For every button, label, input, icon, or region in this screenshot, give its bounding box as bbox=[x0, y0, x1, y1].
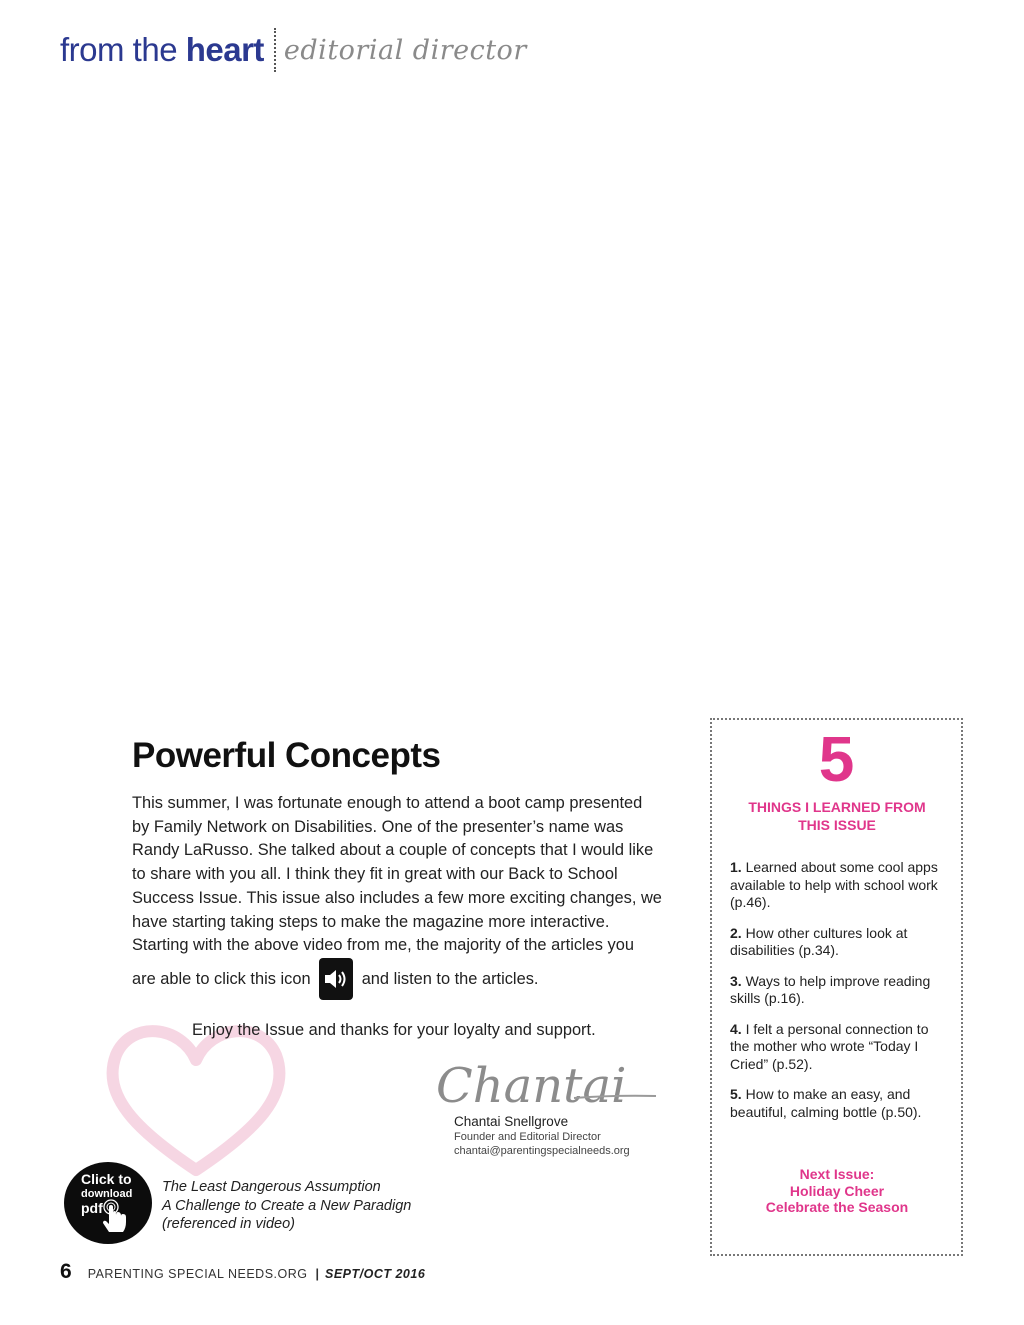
article-body bbox=[132, 792, 662, 1000]
issue-date: SEPT/OCT 2016 bbox=[324, 1267, 426, 1281]
hand-pointer-icon bbox=[100, 1198, 130, 1238]
list-item-text: Ways to help improve reading skills (p.16). bbox=[730, 972, 931, 1006]
header-divider bbox=[274, 28, 276, 72]
download-label-2: download bbox=[81, 1188, 133, 1200]
list-item-text: How to make an easy, and beautiful, calming bottle (p.50). bbox=[730, 1086, 922, 1120]
list-item-number: 4. bbox=[730, 1020, 742, 1037]
signature-image bbox=[434, 1050, 659, 1112]
article-body-text-end: and listen to the articles. bbox=[361, 969, 539, 988]
list-item-text: How other cultures look at disabilities (p.34). bbox=[730, 924, 908, 958]
next-issue-line-1: Holiday Cheer bbox=[789, 1182, 885, 1199]
list-item bbox=[730, 859, 950, 912]
sidebar-number: 5 bbox=[818, 723, 855, 795]
page-footer bbox=[60, 1260, 425, 1284]
video-reference bbox=[162, 1178, 411, 1234]
reference-line-3: (referenced in video) bbox=[162, 1216, 295, 1232]
next-issue-label: Next Issue: bbox=[799, 1166, 875, 1182]
sidebar-heading bbox=[712, 798, 962, 834]
publication-name: PARENTING SPECIAL NEEDS.ORG bbox=[87, 1267, 308, 1281]
reference-line-2: A Challenge to Create a New Paradign bbox=[162, 1197, 412, 1214]
article-title: Powerful Concepts bbox=[132, 736, 441, 775]
sidebar-heading-line-2: THIS ISSUE bbox=[798, 817, 876, 833]
brand-part1: from the bbox=[60, 31, 178, 68]
brand-title bbox=[60, 31, 264, 69]
signature-text: Chantai bbox=[436, 1058, 627, 1112]
list-item-number: 2. bbox=[730, 924, 742, 941]
list-item bbox=[730, 1021, 950, 1074]
list-item-number: 3. bbox=[730, 972, 742, 989]
page-header bbox=[60, 28, 527, 72]
signer-role: Founder and Editorial Director bbox=[454, 1131, 601, 1143]
section-label: editorial director bbox=[283, 34, 527, 66]
download-label-1: Click to bbox=[81, 1171, 132, 1187]
brand-part2: heart bbox=[185, 31, 264, 68]
learned-list bbox=[730, 859, 950, 1134]
sidebar-heading-line-1: THINGS I LEARNED FROM bbox=[748, 799, 926, 815]
list-item bbox=[730, 973, 950, 1008]
signer-email[interactable]: chantai@parentingspecialneeds.org bbox=[454, 1145, 630, 1157]
list-item bbox=[730, 925, 950, 960]
signer-name: Chantai Snellgrove bbox=[454, 1114, 569, 1129]
article-body-text: This summer, I was fortunate enough to attend a boot camp presented by Family Network on Disabilities. One of the presenter’s name was Randy LaRusso. She talked about a couple of concepts that I would like to share with you all. I think they fit in great with our Back to School Success Issue. This issue also includes a few more exciting changes, we have starting taking steps to make the magazine more interactive. Starting with the above video from me, the majority of the articles you are able to click this icon bbox=[132, 794, 662, 988]
list-item-text: I felt a personal connection to the mother who wrote “Today I Cried” (p.52). bbox=[730, 1020, 929, 1072]
download-pdf-button[interactable] bbox=[64, 1162, 152, 1244]
next-issue-line-2: Celebrate the Season bbox=[765, 1199, 909, 1215]
reference-line-1: The Least Dangerous Assumption bbox=[162, 1179, 381, 1195]
list-item-text: Learned about some cool apps available to help with school work (p.46). bbox=[730, 859, 938, 910]
footer-separator: | bbox=[315, 1267, 319, 1281]
page-number: 6 bbox=[60, 1260, 72, 1283]
thanks-line: Enjoy the Issue and thanks for your loyalty and support. bbox=[192, 1021, 596, 1039]
list-item-number: 1. bbox=[730, 859, 742, 875]
next-issue bbox=[712, 1166, 962, 1216]
speaker-icon[interactable] bbox=[319, 958, 353, 1000]
list-item-number: 5. bbox=[730, 1086, 742, 1102]
list-item bbox=[730, 1086, 950, 1121]
download-label-3: pdf bbox=[81, 1200, 103, 1216]
